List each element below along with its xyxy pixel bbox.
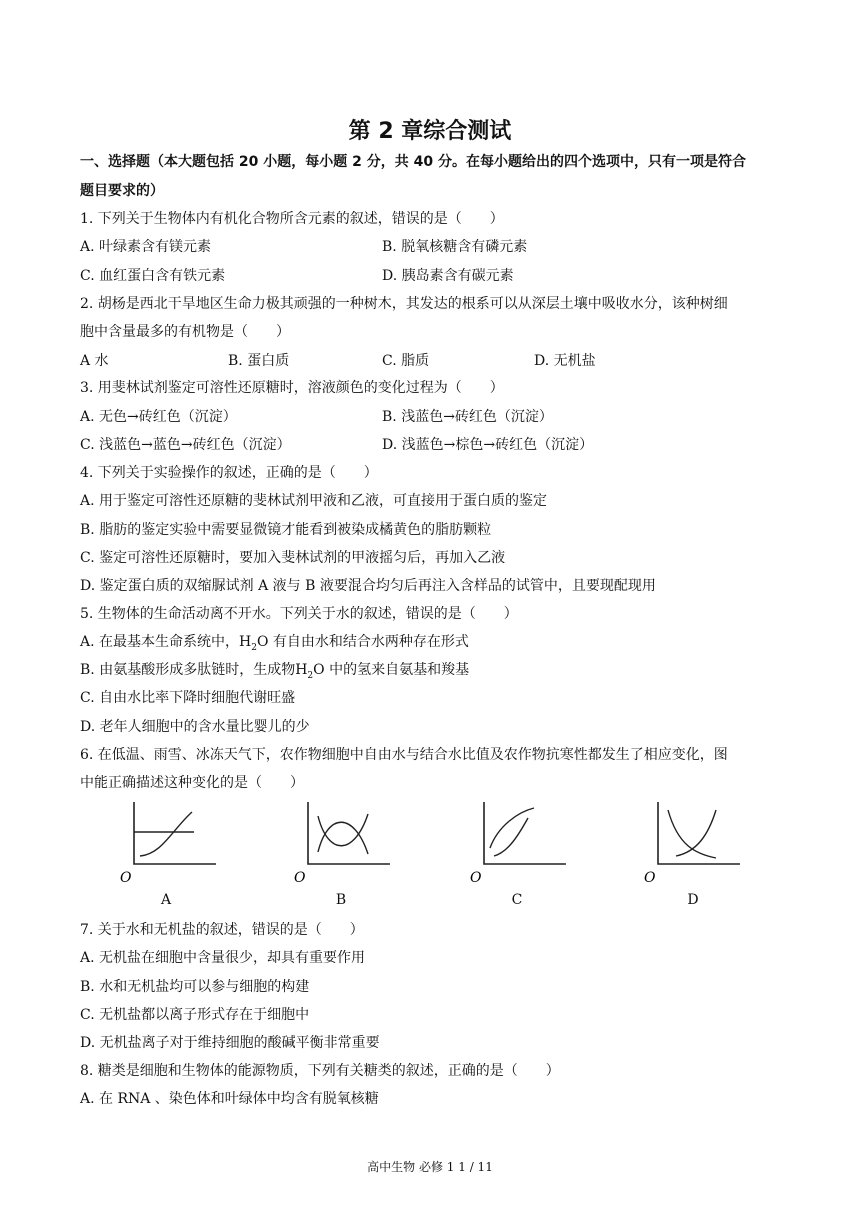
q7-option-b: B. 水和无机盐均可以参与细胞的构建 (80, 979, 310, 995)
q3-option-a: A. 无色→砖红色（沉淀） (80, 409, 237, 425)
q3-stem: 3. 用斐林试剂鉴定可溶性还原糖时，溶液颜色的变化过程为（ ） (80, 380, 504, 396)
q5-option-b (80, 660, 469, 686)
q3-option-d: D. 浅蓝色→棕色→砖红色（沉淀） (382, 437, 594, 453)
q2-option-c: C. 脂质 (382, 353, 430, 369)
q2-stem-line2: 胞中含量最多的有机物是（ ） (80, 324, 290, 340)
page-title: 第 2 章综合测试 (348, 119, 512, 144)
q2-option-d: D. 无机盐 (534, 353, 596, 369)
graph-label-a: A (160, 892, 172, 908)
page-footer: 高中生物 必修 1 1 / 11 (367, 1160, 493, 1174)
q5-option-a-prefix: A. 在最基本生命系统中， (80, 634, 240, 650)
q1-option-c: C. 血红蛋白含有铁元素 (80, 268, 226, 284)
graph-d-rising-curve (676, 810, 716, 856)
graph-b (292, 796, 412, 886)
q5-option-b-prefix: B. 由氨基酸形成多肽链时，生成物 (80, 662, 296, 678)
section-heading-line1: 一、选择题（本大题包括 20 小题，每小题 2 分，共 40 分。在每小题给出的四个选项中，只有一项是符合 (80, 154, 746, 170)
q4-option-b: B. 脂肪的鉴定实验中需要显微镜才能看到被染成橘黄色的脂肪颗粒 (80, 522, 492, 538)
q1-option-b: B. 脱氧核糖含有磷元素 (382, 239, 528, 255)
q7-option-d: D. 无机盐离子对于维持细胞的酸碱平衡非常重要 (80, 1035, 380, 1051)
graph-b-hill-curve (318, 822, 368, 854)
q5-stem: 5. 生物体的生命活动离不开水。下列关于水的叙述，错误的是（ ） (80, 606, 518, 622)
graph-label-b: B (335, 892, 347, 908)
graph-label-c: C (511, 892, 523, 908)
section-heading-line2: 题目要求的） (80, 183, 164, 199)
graph-c-lower-curve (494, 818, 528, 856)
graph-d-origin: O (644, 870, 656, 886)
q7-option-a: A. 无机盐在细胞中含量很少，却具有重要作用 (80, 950, 366, 966)
graph-b-origin: O (294, 870, 306, 886)
q7-option-c: C. 无机盐都以离子形式存在于细胞中 (80, 1007, 310, 1023)
graph-b-valley-curve (318, 814, 368, 846)
q2-stem-line1: 2. 胡杨是西北干旱地区生命力极其顽强的一种树木，其发达的根系可以从深层土壤中吸收水分，该种树细 (80, 296, 728, 312)
formula-h: H (295, 662, 308, 678)
q7-stem: 7. 关于水和无机盐的叙述，错误的是（ ） (80, 922, 364, 938)
q5-option-b-suffix: O 中的氢来自氨基和羧基 (313, 662, 470, 678)
graph-b-axes (308, 802, 390, 864)
graph-d-axes (658, 802, 740, 864)
graph-c (468, 796, 588, 886)
q6-stem-line2: 中能正确描述这种变化的是（ ） (80, 775, 304, 791)
graph-a-rising-curve (140, 812, 192, 856)
q5-option-c: C. 自由水比率下降时细胞代谢旺盛 (80, 690, 296, 706)
formula-subscript: 2 (251, 642, 257, 653)
q2-option-b: B. 蛋白质 (228, 353, 290, 369)
graph-d (642, 796, 762, 886)
q1-option-a: A. 叶绿素含有镁元素 (80, 239, 212, 255)
graph-a (118, 796, 238, 886)
q8-stem: 8. 糖类是细胞和生物体的能源物质，下列有关糖类的叙述，正确的是（ ） (80, 1063, 560, 1079)
q3-option-c: C. 浅蓝色→蓝色→砖红色（沉淀） (80, 437, 291, 453)
formula-h: H (239, 634, 252, 650)
q1-option-d: D. 胰岛素含有碳元素 (382, 268, 514, 284)
q5-option-a-suffix: O 有自由水和结合水两种存在形式 (256, 634, 469, 650)
q1-stem: 1. 下列关于生物体内有机化合物所含元素的叙述，错误的是（ ） (80, 211, 504, 227)
q2-option-a: A 水 (80, 353, 109, 369)
graph-d-falling-curve (668, 810, 716, 858)
graph-c-origin: O (470, 870, 482, 886)
graph-label-d: D (687, 892, 699, 908)
q8-option-a: A. 在 RNA 、染色体和叶绿体中均含有脱氧核糖 (80, 1091, 379, 1107)
q3-option-b: B. 浅蓝色→砖红色（沉淀） (382, 409, 553, 425)
q5-option-a (80, 632, 469, 658)
graph-a-origin: O (120, 870, 132, 886)
q4-option-c: C. 鉴定可溶性还原糖时，要加入斐林试剂的甲液摇匀后，再加入乙液 (80, 550, 506, 566)
q4-option-a: A. 用于鉴定可溶性还原糖的斐林试剂甲液和乙液，可直接用于蛋白质的鉴定 (80, 493, 548, 509)
formula-subscript: 2 (307, 670, 314, 681)
q4-stem: 4. 下列关于实验操作的叙述，正确的是（ ） (80, 465, 378, 481)
q6-stem-line1: 6. 在低温、雨雪、冰冻天气下，农作物细胞中自由水与结合水比值及农作物抗寒性都发生了相应变化，图 (80, 747, 728, 763)
q4-option-d: D. 鉴定蛋白质的双缩脲试剂 A 液与 B 液要混合均匀后再注入含样品的试管中，且要现配现用 (80, 578, 656, 594)
q5-option-d: D. 老年人细胞中的含水量比婴儿的少 (80, 719, 310, 735)
